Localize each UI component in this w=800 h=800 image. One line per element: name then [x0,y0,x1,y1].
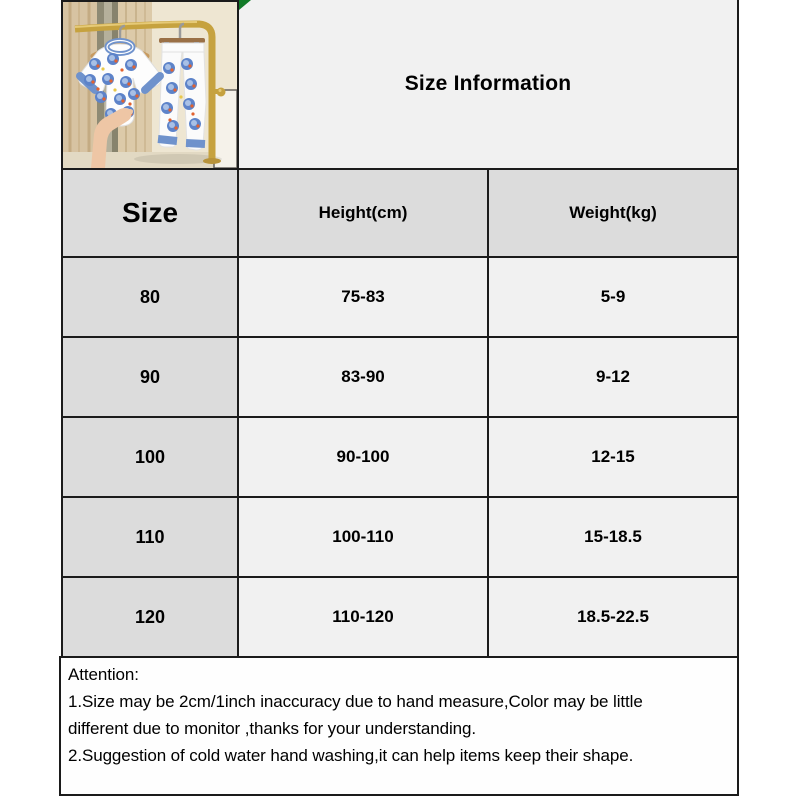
row-120-size: 120 [63,578,237,656]
row-100-size: 100 [63,418,237,496]
attention-line-3: 2.Suggestion of cold water hand washing,it can help items keep their shape. [68,746,634,765]
green-corner-flag-icon [239,0,251,10]
white-board [214,90,237,168]
attention-note [59,656,739,796]
column-header-weight: Weight(kg) [489,170,737,256]
row-110-weight: 15-18.5 [489,498,737,576]
attention-line-1: 1.Size may be 2cm/1inch inaccuracy due to hand measure,Color may be little [68,692,643,711]
row-120-height: 110-120 [239,578,487,656]
row-100-weight: 12-15 [489,418,737,496]
attention-line-2: different due to monitor ,thanks for your understanding. [68,719,477,738]
row-100-height: 90-100 [239,418,487,496]
row-90-size: 90 [63,338,237,416]
product-photo-illustration [63,2,237,168]
size-information-header [239,0,737,168]
column-header-size: Size [63,170,237,256]
row-80-height: 75-83 [239,258,487,336]
page-title: Size Information [404,72,572,95]
attention-title: Attention: [68,665,139,684]
row-80-weight: 5-9 [489,258,737,336]
product-photo [63,2,237,168]
row-110-size: 110 [63,498,237,576]
row-90-weight: 9-12 [489,338,737,416]
row-110-height: 100-110 [239,498,487,576]
size-table [61,0,739,658]
column-header-height: Height(cm) [239,170,487,256]
row-120-weight: 18.5-22.5 [489,578,737,656]
row-90-height: 83-90 [239,338,487,416]
row-80-size: 80 [63,258,237,336]
